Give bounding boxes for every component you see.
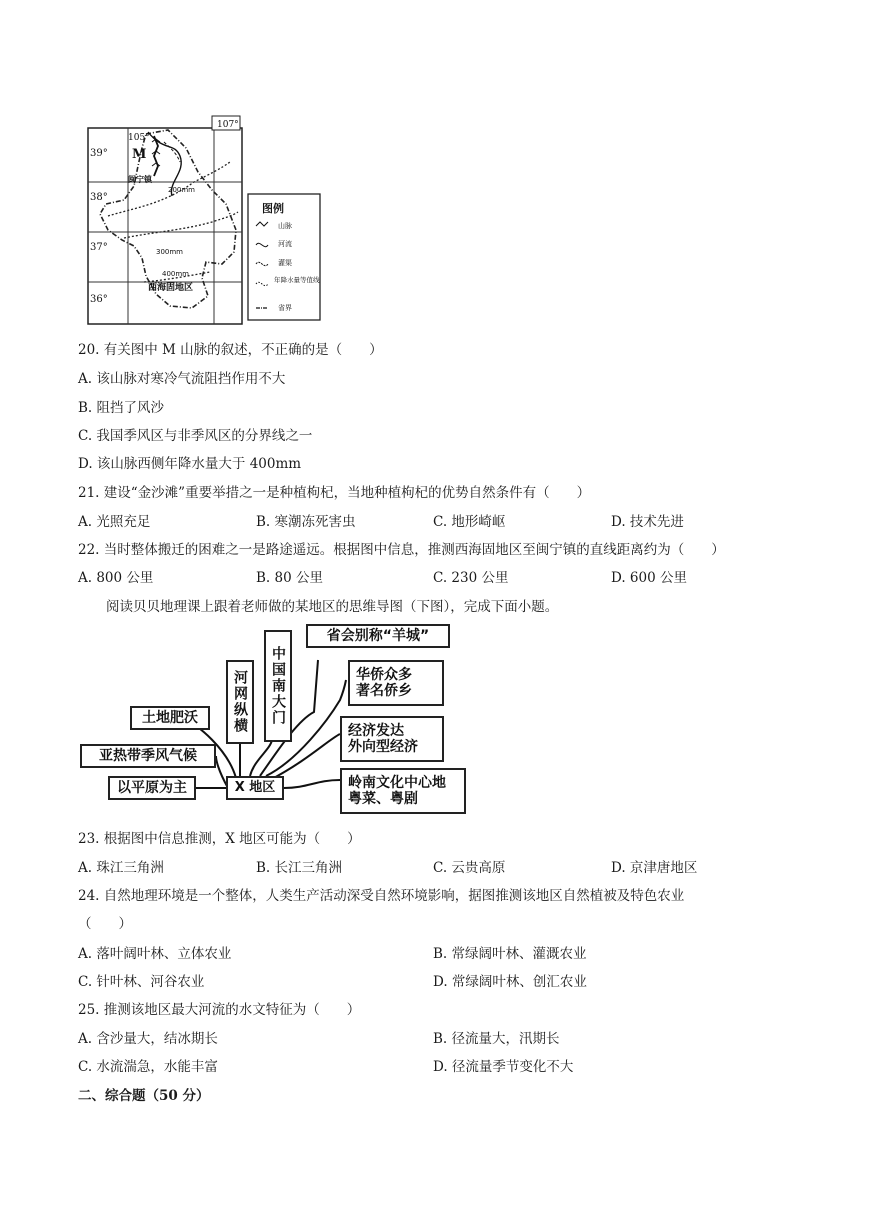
- question-20-option-b: B. 阻挡了风沙: [78, 400, 165, 416]
- isohyet-200-label: 200mm: [168, 186, 195, 194]
- mindmap-node-rivers: 河网纵横: [226, 660, 254, 744]
- mountain-m-label: M: [132, 147, 147, 162]
- question-22-option-b: B. 80 公里: [256, 570, 323, 586]
- legend-canal: 灌渠: [278, 259, 292, 267]
- question-25-option-a: A. 含沙量大，结冰期长: [78, 1031, 218, 1047]
- legend-isohyet: 年降水量等值线: [274, 276, 320, 284]
- question-22-option-d: D. 600 公里: [611, 570, 687, 586]
- mindmap-node-overseas-line1: 华侨众多: [356, 666, 412, 683]
- mindmap-figure: [78, 620, 470, 820]
- mindmap-node-culture-line1: 岭南文化中心地: [348, 774, 446, 791]
- question-24-option-b: B. 常绿阔叶林、灌溉农业: [433, 946, 587, 962]
- isohyet-400-label: 400mm: [162, 270, 189, 278]
- question-21-option-c: C. 地形崎岖: [433, 514, 506, 530]
- mindmap-node-overseas: [348, 660, 444, 706]
- question-22-option-c: C. 230 公里: [433, 570, 509, 586]
- xihaigu-label: 西海固地区: [148, 283, 194, 293]
- lon-105-label: 105°: [128, 133, 150, 143]
- mindmap-node-economy: [340, 716, 444, 762]
- question-23-option-b: B. 长江三角洲: [256, 860, 343, 876]
- question-25-option-d: D. 径流量季节变化不大: [433, 1059, 574, 1075]
- mindmap-node-fertile: 土地肥沃: [130, 706, 210, 730]
- question-24-option-c: C. 针叶林、河谷农业: [78, 974, 205, 990]
- question-24-stem-paren: （ ）: [78, 916, 132, 932]
- question-23-stem: 23. 根据图中信息推测，X 地区可能为（ ）: [78, 831, 361, 847]
- mindmap-node-economy-line1: 经济发达: [348, 722, 404, 739]
- mindmap-node-capital: 省会别称“羊城”: [306, 624, 450, 648]
- mindmap-node-culture-line2: 粤菜、粤剧: [348, 791, 418, 807]
- isohyet-300-label: 300mm: [156, 248, 183, 256]
- mindmap-node-economy-line2: 外向型经济: [348, 739, 418, 755]
- lat-37-label: 37°: [90, 242, 108, 253]
- question-21-option-b: B. 寒潮冻死害虫: [256, 514, 356, 530]
- lat-38-label: 38°: [90, 192, 108, 203]
- legend-river: 河流: [278, 240, 292, 248]
- question-20-option-a: A. 该山脉对寒冷气流阻挡作用不大: [78, 371, 286, 387]
- question-25-option-c: C. 水流湍急，水能丰富: [78, 1059, 218, 1075]
- lat-39-label: 39°: [90, 148, 108, 159]
- mindmap-node-plain: 以平原为主: [108, 776, 196, 800]
- question-24-stem: 24. 自然地理环境是一个整体，人类生产活动深受自然环境影响，据图推测该地区自然植被及特色农业: [78, 888, 685, 904]
- mindmap-node-overseas-line2: 著名侨乡: [356, 683, 412, 699]
- legend-title: 图例: [262, 202, 284, 215]
- question-23-option-d: D. 京津唐地区: [611, 860, 698, 876]
- legend-mountain: 山脉: [278, 222, 292, 230]
- mindmap-center-x: X 地区: [226, 776, 284, 800]
- question-24-option-a: A. 落叶阔叶林、立体农业: [78, 946, 232, 962]
- question-23-option-c: C. 云贵高原: [433, 860, 506, 876]
- legend-border: 省界: [278, 304, 292, 312]
- question-21-option-d: D. 技术先进: [611, 514, 684, 530]
- lon-107-label: 107°: [217, 120, 239, 130]
- question-23-option-a: A. 珠江三角洲: [78, 860, 164, 876]
- map-legend: [248, 194, 320, 320]
- question-21-stem: 21. 建设“金沙滩”重要举措之一是种植枸杞，当地种植枸杞的优势自然条件有（ ）: [78, 485, 591, 501]
- question-25-stem: 25. 推测该地区最大河流的水文特征为（ ）: [78, 1002, 361, 1018]
- mindmap-node-culture: [340, 768, 466, 814]
- ningxia-map-figure: [84, 112, 324, 330]
- minning-label: 闽宁镇: [128, 175, 152, 184]
- question-20-option-c: C. 我国季风区与非季风区的分界线之一: [78, 428, 313, 444]
- lat-36-label: 36°: [90, 294, 108, 305]
- question-22-stem: 22. 当时整体搬迁的困难之一是路途遥远。根据图中信息，推测西海固地区至闽宁镇的直线距离约为（ ）: [78, 542, 725, 558]
- mindmap-node-south-gate: 中国南大门: [264, 630, 292, 742]
- question-20-stem: 20. 有关图中 M 山脉的叙述，不正确的是（ ）: [78, 342, 383, 358]
- question-21-option-a: A. 光照充足: [78, 514, 151, 530]
- section-heading: 二、综合题（50 分）: [78, 1088, 210, 1104]
- mindmap-node-climate: 亚热带季风气候: [80, 744, 216, 768]
- question-24-option-d: D. 常绿阔叶林、创汇农业: [433, 974, 587, 990]
- question-20-option-d: D. 该山脉西侧年降水量大于 400mm: [78, 456, 302, 472]
- question-22-option-a: A. 800 公里: [78, 570, 154, 586]
- question-25-option-b: B. 径流量大，汛期长: [433, 1031, 560, 1047]
- reading-intro: 阅读贝贝地理课上跟着老师做的某地区的思维导图（下图），完成下面小题。: [106, 599, 559, 615]
